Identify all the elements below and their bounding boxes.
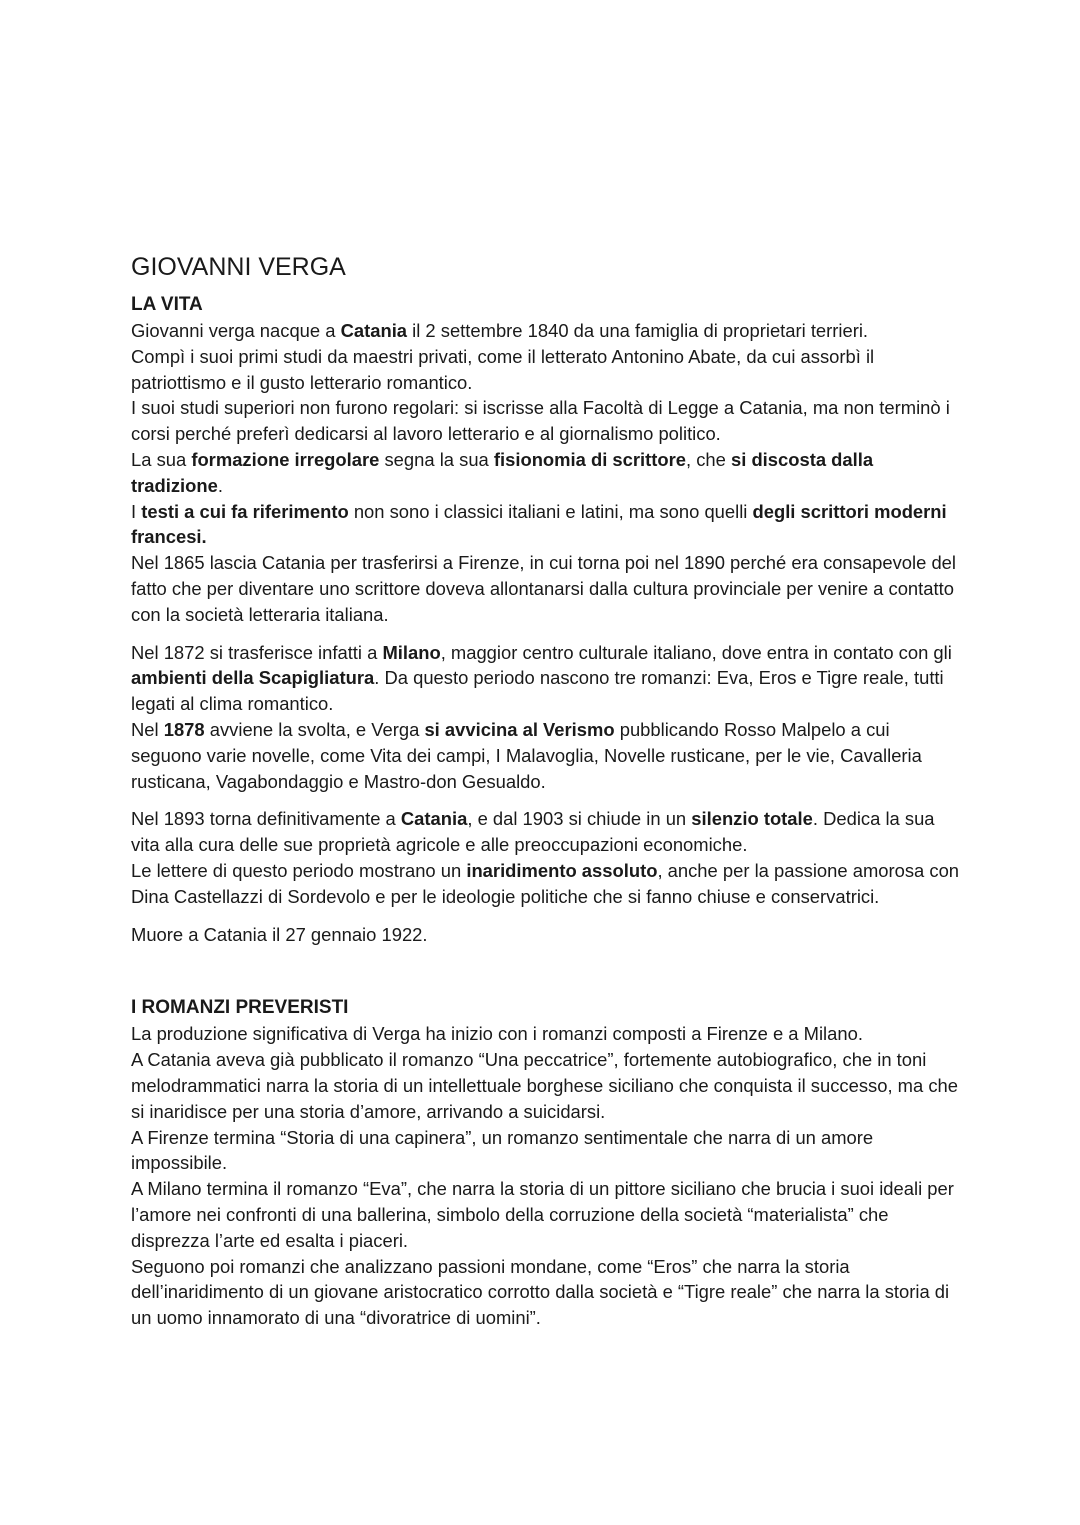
text-run: Giovanni verga nacque a — [131, 320, 341, 341]
text-run: Compì i suoi primi studi da maestri privati, come il letterato Antonino Abate, da cui assorbì il patriottismo e il gusto letterario romantico. — [131, 345, 875, 393]
bold-text-run: degli scrittori moderni francesi. — [131, 500, 947, 548]
spacer — [131, 628, 961, 640]
text-run: A Milano termina il romanzo “Eva”, che narra la storia di un pittore siciliano che brucia i suoi ideali per l’amore nei confronti di una ballerina, simbolo della corruzione della società “materialista” che disprezza l’arte ed esalta i piaceri. — [131, 1178, 954, 1251]
paragraph — [131, 1021, 961, 1047]
text-run: , anche per la passione amorosa con Dina Castellazzi di Sordevolo e per le ideologie politiche che si fanno chiuse e conservatrici. — [131, 859, 960, 907]
paragraph — [131, 806, 961, 858]
bold-text-run: si avvicina al Verismo — [424, 718, 615, 740]
text-run: Nel 1872 si trasferisce infatti a — [131, 641, 383, 663]
text-run: Nel 1893 torna definitivamente a — [131, 808, 401, 830]
paragraph — [131, 499, 961, 551]
bold-text-run: si discosta dalla tradizione — [131, 448, 874, 496]
paragraph — [131, 717, 961, 794]
bold-text-run: formazione irregolare — [191, 448, 380, 470]
text-run: Nel 1865 lascia Catania per trasferirsi a Firenze, in cui torna poi nel 1890 perché era consapevole del fatto che per diventare uno scrittore doveva allontanarsi dalla cultura provinciale per venire a contatto con la società letteraria italiana. — [131, 552, 956, 625]
text-run: , maggior centro culturale italiano, dove entra in contato con gli — [440, 641, 952, 663]
paragraph — [131, 395, 961, 447]
text-run: . — [217, 474, 223, 496]
bold-text-run: 1878 — [163, 718, 205, 740]
text-run: Le lettere di questo periodo mostrano un — [131, 859, 467, 881]
text-run: . Da questo periodo nascono tre romanzi: Eva, Eros e Tigre reale, tutti legati al clima romantico. — [131, 667, 944, 715]
paragraph — [131, 858, 961, 910]
document-page — [131, 252, 961, 1331]
text-run: il 2 settembre 1840 da una famiglia di proprietari terrieri. — [407, 320, 869, 341]
text-run: I — [131, 500, 142, 522]
paragraph — [131, 550, 961, 627]
paragraph — [131, 344, 961, 396]
text-run: I suoi studi superiori non furono regolari: si iscrisse alla Facoltà di Legge a Catania, ma non terminò i corsi perché preferì dedicarsi al lavoro letterario e al giornalismo politico. — [131, 397, 950, 445]
paragraph — [131, 922, 961, 948]
bold-text-run: fisionomia di scrittore — [493, 448, 687, 470]
text-run: pubblicando Rosso Malpelo a cui seguono varie novelle, come Vita dei campi, I Malavoglia, Novelle rusticane, per le vie, Cavalleria rusticana, Vagabondaggio e Mastro-don Gesualdo. — [131, 718, 922, 792]
text-run: , che — [686, 448, 731, 470]
paragraph — [131, 640, 961, 717]
text-run: La sua — [131, 448, 192, 470]
spacer — [131, 947, 961, 995]
spacer — [131, 910, 961, 922]
section-heading-la-vita: LA VITA — [131, 294, 203, 315]
paragraph — [131, 1047, 961, 1124]
text-run: Nel — [131, 718, 164, 740]
paragraph — [131, 1254, 961, 1331]
bold-text-run: Catania — [340, 320, 408, 341]
spacer — [131, 794, 961, 806]
text-run: non sono i classici italiani e latini, ma sono quelli — [348, 500, 753, 522]
bold-text-run: inaridimento assoluto — [466, 859, 658, 881]
text-run: segna la sua — [379, 448, 494, 470]
text-run: Seguono poi romanzi che analizzano passioni mondane, come “Eros” che narra la storia dell’inaridimento di un giovane aristocratico corrotto dalla società e “Tigre reale” che narra la storia di un uomo innamorato di una “divoratrice di uomini”. — [131, 1255, 950, 1329]
text-run: , e dal 1903 si chiude in un — [467, 808, 692, 830]
text-run: A Firenze termina “Storia di una capinera”, un romanzo sentimentale che narra di un amore impossibile. — [131, 1126, 874, 1174]
paragraph — [131, 1176, 961, 1253]
bold-text-run: silenzio totale — [691, 808, 813, 830]
paragraph — [131, 447, 961, 499]
document-title: GIOVANNI VERGA — [131, 253, 346, 281]
paragraph — [131, 1125, 961, 1177]
text-run: . Dedica la sua vita alla cura delle sue proprietà agricole e alle preoccupazioni economiche. — [131, 808, 935, 856]
paragraph — [131, 318, 961, 344]
bold-text-run: ambienti della Scapigliatura — [131, 667, 375, 689]
section-heading-romanzi-preveristi: I ROMANZI PREVERISTI — [131, 997, 349, 1019]
bold-text-run: testi a cui fa riferimento — [141, 500, 349, 522]
text-run: avviene la svolta, e Verga — [204, 718, 425, 740]
text-run: La produzione significativa di Verga ha inizio con i romanzi composti a Firenze e a Milano. — [131, 1023, 863, 1045]
bold-text-run: Catania — [400, 808, 468, 830]
text-run: A Catania aveva già pubblicato il romanzo “Una peccatrice”, fortemente autobiografico, che in toni melodrammatici narra la storia di un intellettuale borghese siciliano che conquista il successo, ma che si inaridisce per una storia d’amore, arrivando a suicidarsi. — [131, 1049, 958, 1122]
text-run: Muore a Catania il 27 gennaio 1922. — [131, 923, 428, 945]
bold-text-run: Milano — [382, 641, 441, 663]
